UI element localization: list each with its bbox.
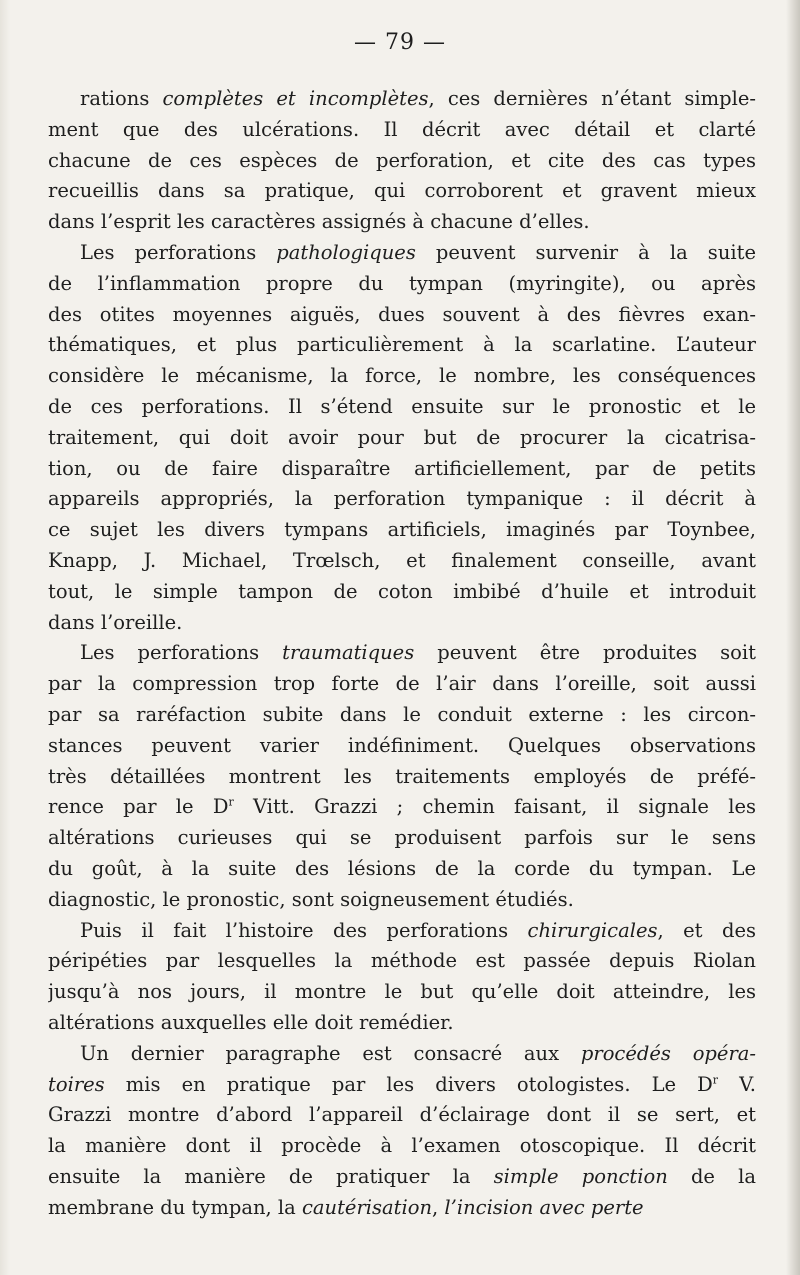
text-run: traitement, qui doit avoir pour but de procurer la cicatrisa- — [48, 425, 756, 449]
italic-text: simple ponction — [493, 1164, 668, 1188]
text-line — [48, 762, 756, 793]
text-run: par la compression trop forte de l’air dans l’oreille, soit aussi — [48, 672, 756, 696]
italic-text: chirurgicales — [527, 918, 658, 942]
text-run: chacune de ces espèces de perforation, et cite des cas types — [48, 148, 756, 172]
text-line — [48, 1131, 756, 1162]
text-line — [48, 577, 756, 608]
text-run: , ces dernières n’étant simple- — [428, 87, 756, 110]
text-line — [48, 731, 756, 762]
text-line — [48, 176, 756, 207]
text-line — [48, 1100, 756, 1131]
text-line — [48, 330, 756, 361]
text-line — [48, 916, 756, 947]
text-line — [48, 700, 756, 731]
text-run: rence par le D — [48, 795, 229, 819]
text-run: tout, le simple tampon de coton imbibé d’huile et introduit — [48, 579, 756, 603]
text-run: , — [432, 1195, 445, 1219]
text-line — [48, 454, 756, 485]
text-run: membrane du tympan, la — [48, 1195, 302, 1219]
text-column — [48, 84, 756, 1223]
text-run: thématiques, et plus particulièrement à la scarlatine. L’auteur — [48, 333, 756, 357]
text-line — [48, 423, 756, 454]
text-run: de la — [667, 1164, 756, 1188]
text-line — [48, 792, 756, 823]
text-run: mis en pratique par les divers otologistes. Le D — [104, 1072, 713, 1096]
text-line — [48, 515, 756, 546]
text-run: ment que des ulcérations. Il décrit avec détail et clarté — [48, 117, 756, 141]
text-run: ensuite la manière de pratiquer la — [48, 1164, 494, 1188]
text-run: des otites moyennes aiguës, dues souvent à des fièvres exan- — [48, 302, 756, 326]
text-line — [48, 669, 756, 700]
text-run: peuvent être produites soit — [414, 641, 756, 665]
paragraph — [48, 84, 756, 238]
text-line — [48, 823, 756, 854]
text-line — [48, 300, 756, 331]
text-line — [48, 854, 756, 885]
superscript-text: r — [228, 795, 234, 809]
text-run: peuvent survenir à la suite — [415, 240, 756, 264]
text-run: Knapp, J. Michael, Trœlsch, et finalement conseille, avant — [48, 548, 756, 572]
text-line — [48, 1039, 756, 1070]
text-run: diagnostic, le pronostic, sont soigneusement étudiés. — [48, 887, 574, 911]
text-line — [48, 608, 756, 639]
italic-text: cautérisation — [301, 1195, 433, 1219]
text-run: stances peuvent varier indéfiniment. Quelques observations — [48, 733, 756, 757]
text-run: appareils appropriés, la perforation tympanique : il décrit à — [48, 487, 756, 511]
text-run: jusqu’à nos jours, il montre le but qu’elle doit atteindre, les — [48, 980, 756, 1004]
text-run: tion, ou de faire disparaître artificiellement, par de petits — [48, 456, 756, 480]
italic-text: toires — [48, 1072, 105, 1096]
text-run: du goût, à la suite des lésions de la corde du tympan. Le — [48, 856, 756, 880]
italic-text: pathologiques — [276, 240, 416, 264]
text-run: recueillis dans sa pratique, qui corroborent et gravent mieux — [48, 179, 756, 203]
text-run: ce sujet les divers tympans artificiels, imaginés par Toynbee, — [48, 518, 756, 542]
text-run: Les perforations — [80, 240, 277, 264]
text-line — [48, 1008, 756, 1039]
text-line — [48, 484, 756, 515]
text-line — [48, 361, 756, 392]
text-line — [48, 1193, 756, 1224]
text-run: altérations auxquelles elle doit remédier. — [48, 1010, 454, 1034]
text-line — [48, 977, 756, 1008]
italic-text: l’incision avec perte — [444, 1195, 644, 1219]
text-run: Puis il fait l’histoire des perforations — [80, 918, 528, 942]
text-run: V. — [718, 1072, 756, 1096]
paragraph — [48, 916, 756, 1039]
text-run: dans l’oreille. — [48, 610, 183, 634]
text-line — [48, 638, 756, 669]
text-run: la manière dont il procède à l’examen otoscopique. Il décrit — [48, 1134, 756, 1158]
italic-text: traumatiques — [282, 641, 415, 665]
italic-text: procédés opéra- — [580, 1041, 756, 1065]
text-run: altérations curieuses qui se produisent parfois sur le sens — [48, 826, 756, 850]
paragraph — [48, 1039, 756, 1224]
text-run: Vitt. Grazzi ; chemin faisant, il signale les — [233, 795, 756, 819]
text-run: Grazzi montre d’abord l’appareil d’éclairage dont il se sert, et — [48, 1103, 756, 1127]
text-run: rations — [80, 87, 163, 110]
text-run: péripéties par lesquelles la méthode est passée depuis Riolan — [48, 949, 756, 973]
text-run: considère le mécanisme, la force, le nombre, les conséquences — [48, 364, 756, 388]
paragraph — [48, 638, 756, 915]
text-line — [48, 146, 756, 177]
text-line — [48, 207, 756, 238]
text-line — [48, 946, 756, 977]
text-run: dans l’esprit les caractères assignés à chacune d’elles. — [48, 210, 590, 234]
text-line — [48, 269, 756, 300]
page-number: — 79 — — [354, 30, 446, 55]
text-line — [48, 392, 756, 423]
page-edge-left — [0, 0, 10, 1275]
text-run: , et des — [657, 918, 756, 942]
text-line — [48, 1162, 756, 1193]
italic-text: complètes et incomplètes — [162, 87, 429, 110]
text-run: très détaillées montrent les traitements employés de préfé- — [48, 764, 756, 788]
paragraph — [48, 238, 756, 638]
text-line — [48, 885, 756, 916]
text-run: par sa raréfaction subite dans le conduit externe : les circon- — [48, 702, 756, 726]
text-line — [48, 84, 756, 115]
text-line — [48, 115, 756, 146]
text-line — [48, 546, 756, 577]
text-run: de ces perforations. Il s’étend ensuite sur le pronostic et le — [48, 394, 756, 418]
text-run: Un dernier paragraphe est consacré aux — [80, 1041, 581, 1065]
text-line — [48, 238, 756, 269]
superscript-text: r — [712, 1073, 719, 1086]
text-run: de l’inflammation propre du tympan (myringite), ou après — [48, 271, 756, 295]
text-run: Les perforations — [80, 641, 283, 665]
text-line — [48, 1070, 756, 1101]
page-edge-right — [786, 0, 800, 1275]
